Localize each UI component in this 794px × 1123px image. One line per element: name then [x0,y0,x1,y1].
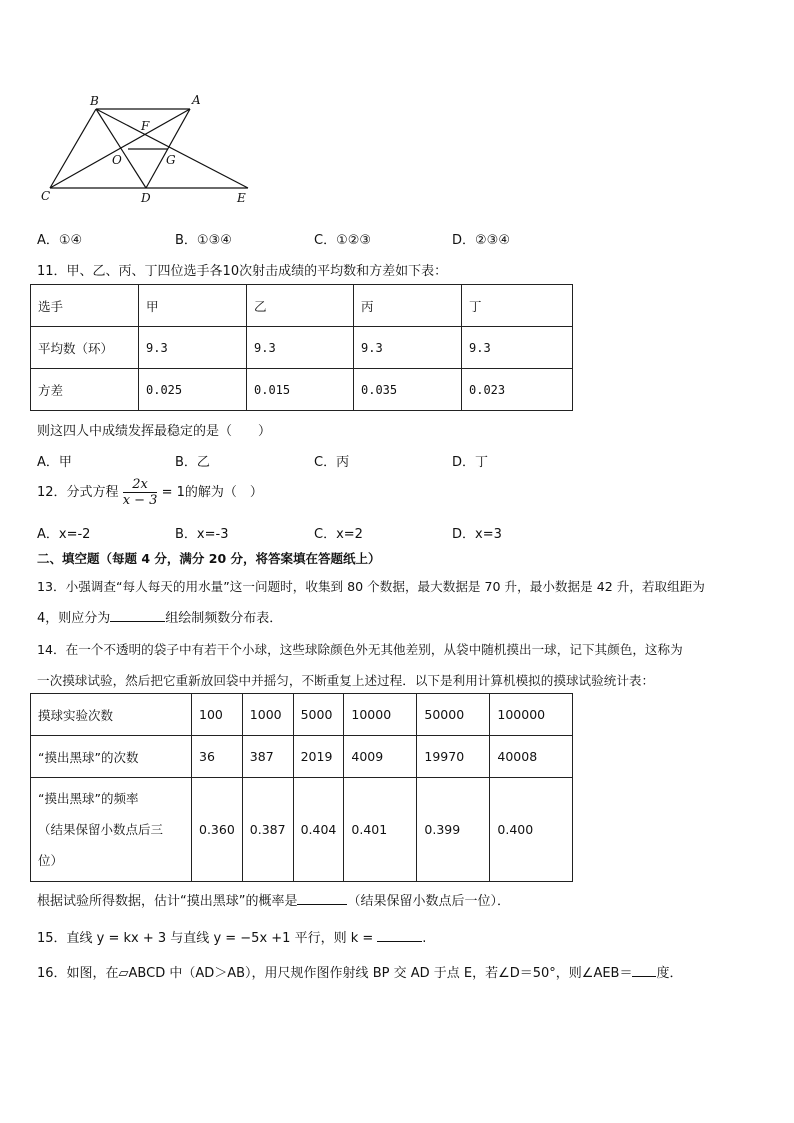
q12-suffix: = 1的解为（ ） [161,485,263,500]
q11-cell: 方差 [31,369,139,411]
q16-text-before: 16．如图，在▱ABCD 中（AD＞AB），用尺规作图作射线 BP 交 AD 于点 E，若∠D＝50°，则∠AEB＝ [37,966,633,981]
q11-option-a[interactable]: A．甲 [37,455,72,470]
q11-cell: 丙 [354,285,462,327]
q14-table [30,693,573,882]
q16-line [37,962,683,981]
q14-cell: 50000 [417,694,490,736]
q14-cell: 1000 [242,694,293,736]
q15-line [37,927,426,946]
label-a: A [192,93,201,107]
label-f: F [141,119,150,133]
q14-line1: 14．在一个不透明的袋子中有若干个小球，这些球除颜色外无其他差别，从袋中随机摸出一球，记下其颜色，这称为 [37,642,683,657]
q13-text-before: 4，则应分为 [37,611,111,626]
q10-option-d[interactable]: D．②③④ [452,233,510,248]
q14-answer-blank[interactable] [297,891,347,905]
q14-cell: 387 [242,736,293,778]
label-g: G [166,153,176,167]
q11-cell: 丁 [462,285,573,327]
label-c: C [41,189,51,203]
label-d: D [141,191,151,205]
label-b: B [90,94,99,108]
q11-cell: 平均数（环） [31,327,139,369]
q15-text-before: 15．直线 y = kx + 3 与直线 y = −5x +1 平行，则 k = [37,931,374,946]
q14-cell: 40008 [490,736,573,778]
section-heading: 二、填空题（每题 4 分，满分 20 分，将答案填在答题纸上） [37,551,381,566]
q11-cell: 9.3 [139,327,247,369]
label-o: O [112,153,122,167]
q15-answer-blank[interactable] [377,928,422,942]
q14-cell: 2019 [293,736,344,778]
q14-cell: 0.387 [242,778,293,882]
q12-fraction [123,477,158,508]
q15-text-after: . [422,931,427,946]
q12-stem [37,477,263,508]
q11-question: 则这四人中成绩发挥最稳定的是（ ） [37,424,272,439]
q14-cell: “摸出黑球”的次数 [31,736,192,778]
q14-cell: 100000 [490,694,573,736]
segment-bc [50,109,96,188]
q11-cell: 0.035 [354,369,462,411]
q14-cell: 5000 [293,694,344,736]
q11-table [30,284,573,411]
q14-label-line: 位） [38,853,64,868]
q14-cell: 19970 [417,736,490,778]
q14-after [37,890,510,909]
q14-text-after: （结果保留小数点后一位）． [347,894,510,909]
q11-cell: 甲 [139,285,247,327]
q13-text-after: 组绘制频数分布表． [165,611,283,626]
q11-stem: 11．甲、乙、丙、丁四位选手各10次射击成绩的平均数和方差如下表： [37,264,448,279]
q12-option-b[interactable]: B．x=-3 [175,527,229,542]
q11-option-d[interactable]: D．丁 [452,455,489,470]
q11-cell: 0.025 [139,369,247,411]
label-e: E [237,191,246,205]
q11-cell: 乙 [247,285,354,327]
q11-cell: 选手 [31,285,139,327]
q14-cell: 0.399 [417,778,490,882]
q11-cell: 0.015 [247,369,354,411]
q13-line1: 13．小强调查“每人每天的用水量”这一问题时，收集到 80 个数据，最大数据是 70 升，最小数据是 42 升，若取组距为 [37,579,705,594]
q11-cell: 9.3 [462,327,573,369]
q12-denominator: x − 3 [122,493,158,508]
q14-label-line: “摸出黑球”的频率 [38,791,139,806]
q14-cell: 4009 [344,736,417,778]
q14-text-before: 根据试验所得数据，估计“摸出黑球”的概率是 [37,894,298,909]
q11-cell: 0.023 [462,369,573,411]
q11-cell: 9.3 [354,327,462,369]
q14-cell: 10000 [344,694,417,736]
q14-cell: 0.404 [293,778,344,882]
q12-option-c[interactable]: C．x=2 [314,527,363,542]
q12-option-a[interactable]: A．x=-2 [37,527,91,542]
q12-prefix: 12．分式方程 [37,485,119,500]
q12-option-d[interactable]: D．x=3 [452,527,502,542]
q14-label-line: （结果保留小数点后三 [38,822,164,837]
q10-option-c[interactable]: C．①②③ [314,233,372,248]
q16-text-after: 度． [656,966,683,981]
q13-line2 [37,607,282,626]
q14-cell [31,778,192,882]
q10-option-b[interactable]: B．①③④ [175,233,232,248]
q10-option-a[interactable]: A．①④ [37,233,83,248]
q14-cell: 摸球实验次数 [31,694,192,736]
q11-cell: 9.3 [247,327,354,369]
geometry-figure [30,88,270,213]
q14-cell: 0.401 [344,778,417,882]
q16-answer-blank[interactable] [632,963,656,977]
q13-answer-blank[interactable] [110,608,165,622]
q11-option-b[interactable]: B．乙 [175,455,210,470]
q14-cell: 0.360 [192,778,243,882]
q14-cell: 36 [192,736,243,778]
q14-cell: 0.400 [490,778,573,882]
q14-line2: 一次摸球试验，然后把它重新放回袋中并摇匀，不断重复上述过程．以下是利用计算机模拟的摸球试验统计表： [37,673,655,688]
q14-cell: 100 [192,694,243,736]
q11-option-c[interactable]: C．丙 [314,455,350,470]
q12-numerator: 2x [132,477,148,492]
